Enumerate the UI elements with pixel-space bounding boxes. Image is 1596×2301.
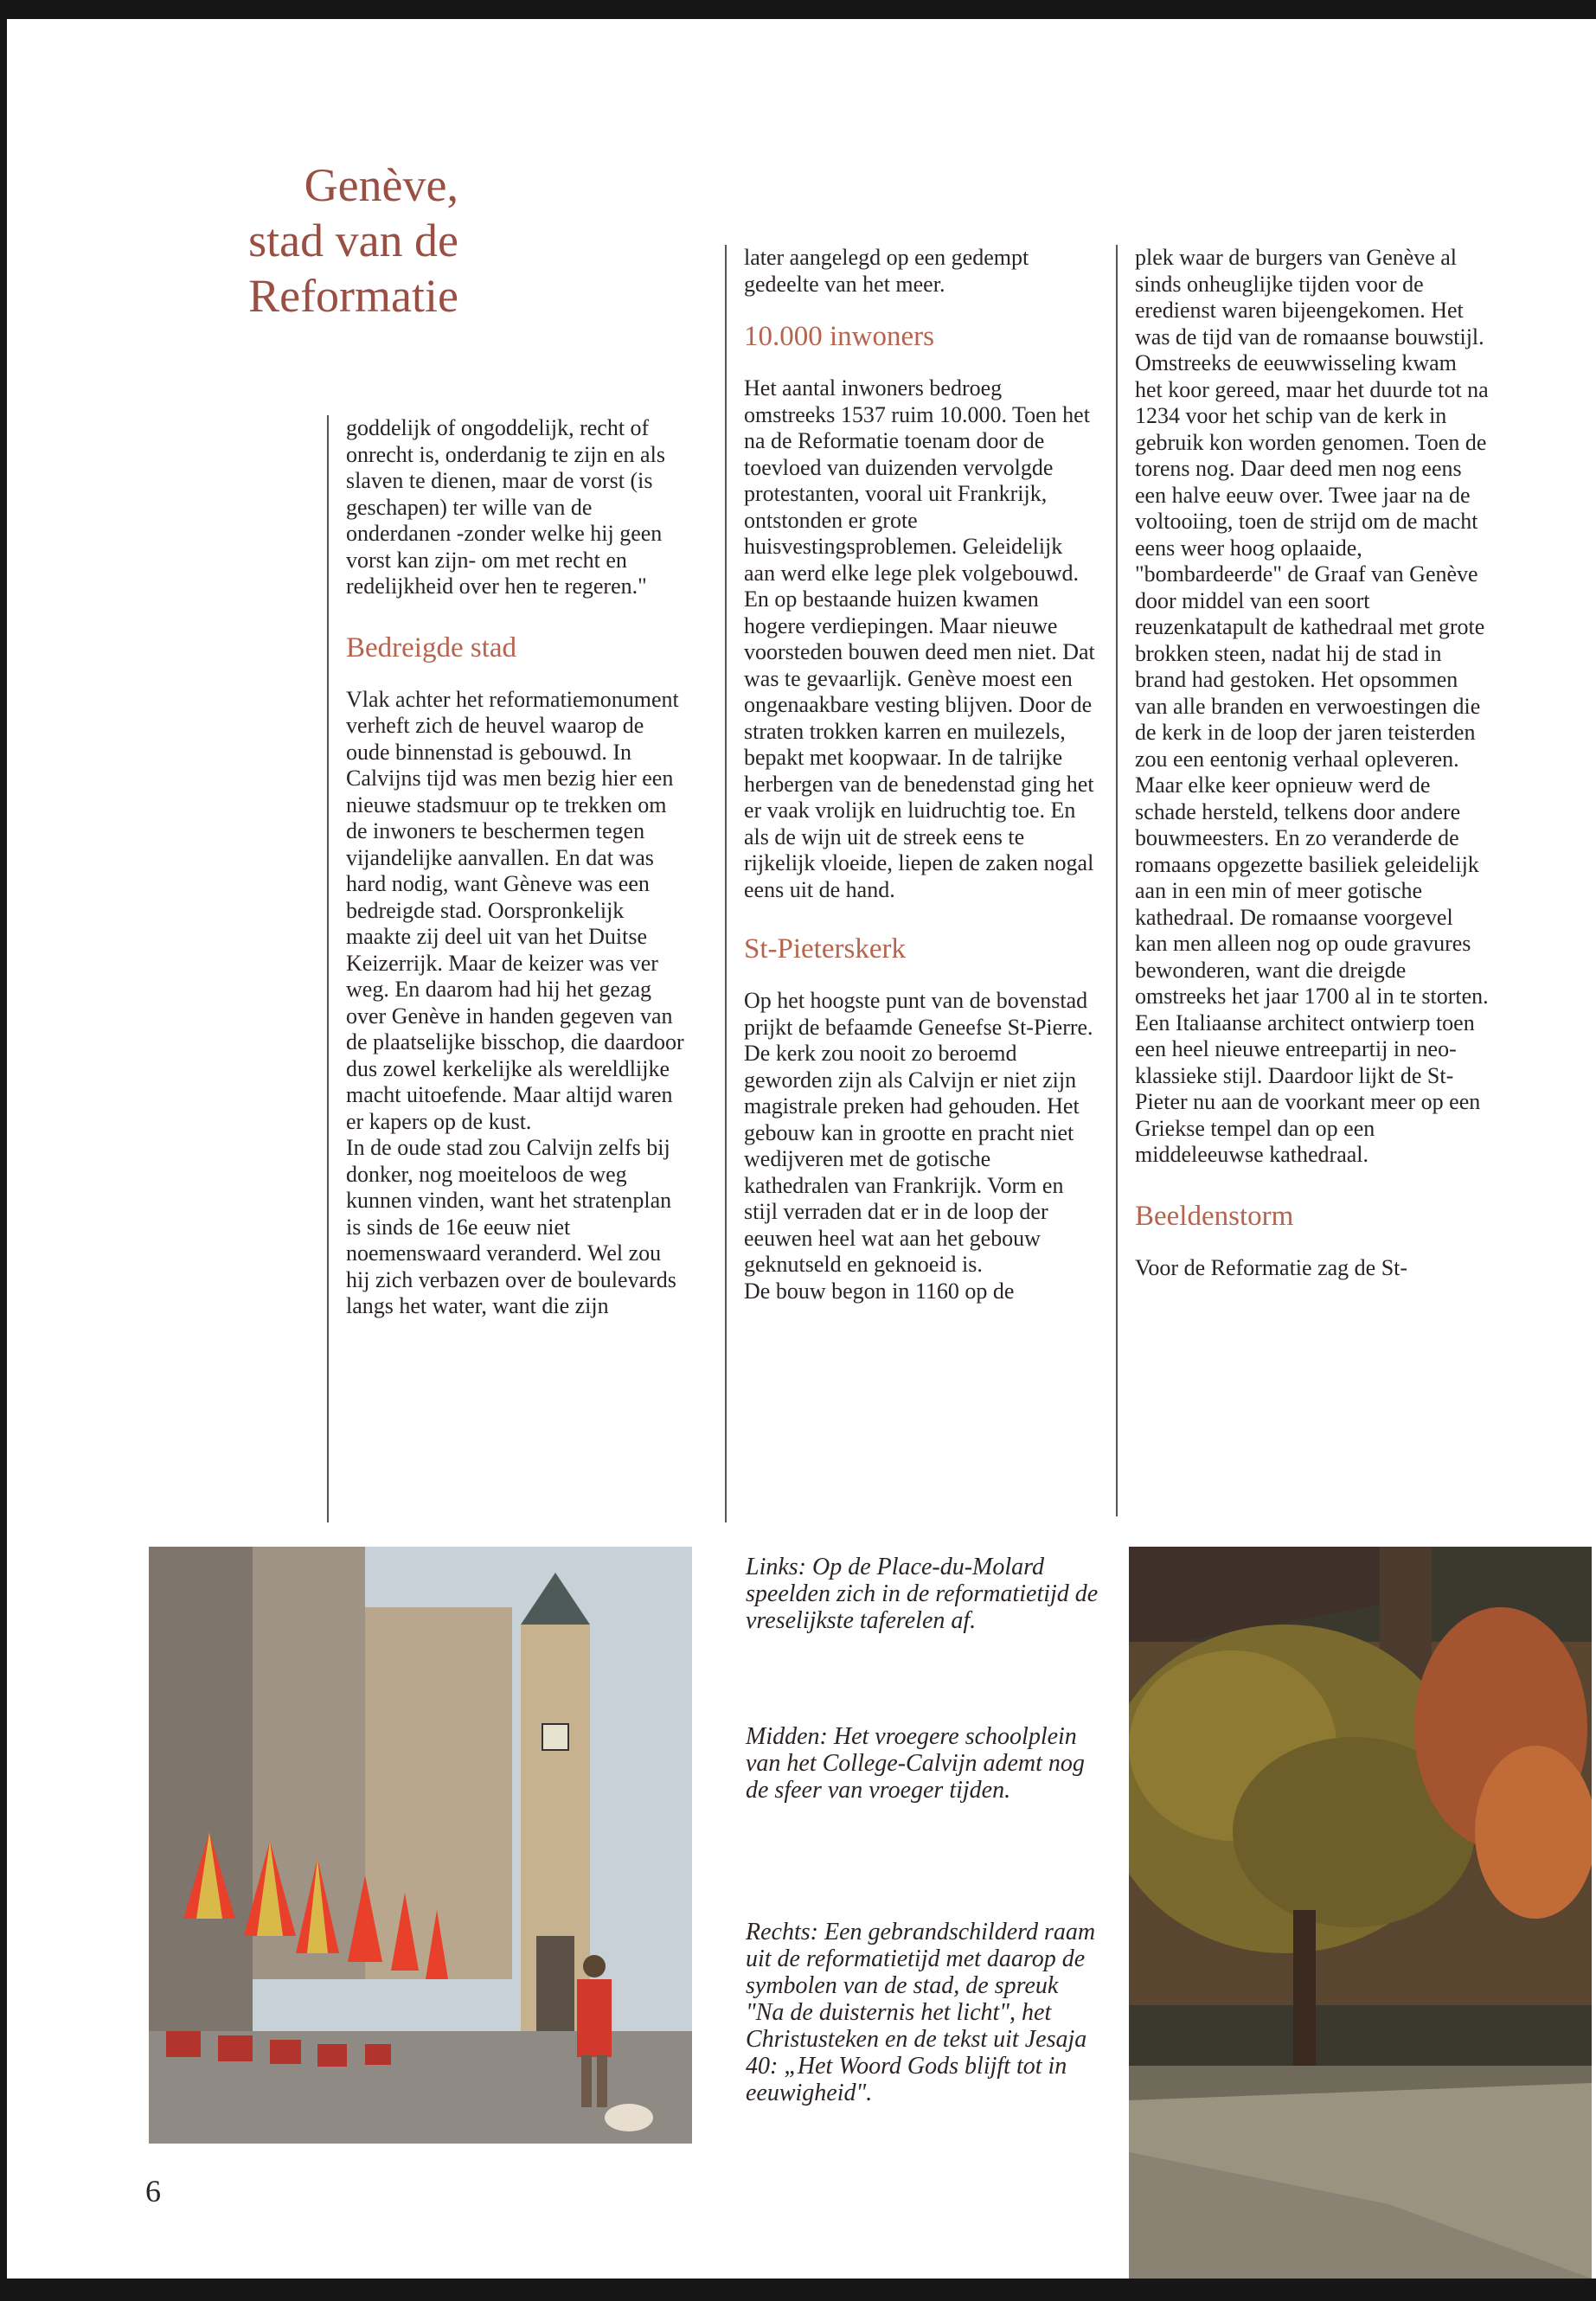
page-number: 6 bbox=[145, 2174, 161, 2208]
caption-links: Links: Op de Place-du-Molard speelden zich in de reformatietijd de vreselijkste taferelen af. bbox=[746, 1554, 1099, 1634]
caption-midden: Midden: Het vroegere schoolplein van het College-Calvijn ademt nog de sfeer van vroeger tijden. bbox=[746, 1723, 1085, 1804]
top-border bbox=[0, 0, 1596, 19]
paragraph: plek waar de burgers van Genève al sinds onheuglijke tijden voor de eredienst waren bijeengekomen. Het was de tijd van de romaanse bouwstijl. Omstreeks de eeuwwisseling kwam het koor gereed, maar het duurde tot na 1234 voor het schip van de kerk in gebruik kon worden genomen. Toen de torens nog. Daar deed men nog eens een halve eeuw over. Twee jaar na de voltooiing, toen de strijd om de macht eens weer hoog oplaaide, "bombardeerde" de Graaf van Genève door middel van een soort reuzenkatapult de kathedraal met grote brokken steen, nadat hij de stad in brand had gestoken. Het opsommen van alle branden en verwoestingen die de kerk in de loop der jaren teisterden zou een eentonig verhaal opleveren. Maar elke keer opnieuw werd de schade hersteld, telkens door andere bouwmeesters. En zo veranderde de romaans opgezette basiliek geleidelijk aan in een min of meer gotische kathedraal. De romaanse voorgevel kan men alleen nog op oude gravures bewonderen, want die dreigde omstreeks het jaar 1700 al in te storten. Een Italiaanse architect ontwierp toen een heel nieuwe entreepartij in neo-klassieke stijl. Daardoor lijkt de St-Pieter nu aan de voorkant meer op een Griekse tempel dan op een middeleeuwse kathedraal. bbox=[1135, 245, 1489, 1167]
paragraph: later aangelegd op een gedempt gedeelte van het meer. bbox=[744, 245, 1029, 297]
photo-place-du-molard bbox=[149, 1547, 692, 2144]
column-1 bbox=[327, 415, 688, 1522]
paragraph: Op het hoogste punt van de bovenstad prijkt de befaamde Geneefse St-Pierre. De kerk zou nooit zo beroemd geworden zijn als Calvijn er niet zijn magistrale preken had gehouden. Het gebouw kan in grootte en pracht niet wedijveren met de gotische kathedralen van Frankrijk. Vorm en stijl verraden dat er in de loop der eeuwen heel wat aan het gebouw geknutseld en geknoeid is. bbox=[744, 988, 1093, 1277]
subheading-inwoners: 10.000 inwoners bbox=[744, 321, 934, 352]
paragraph: Voor de Reformatie zag de St- bbox=[1135, 1254, 1408, 1280]
paragraph: In de oude stad zou Calvijn zelfs bij donker, nog moeiteloos de weg kunnen vinden, want het stratenplan is sinds de 16e eeuw niet noemenswaard veranderd. Wel zou hij zich verbazen over de boulevards langs het water, want die zijn bbox=[346, 1135, 676, 1318]
photo-illustration bbox=[149, 1547, 692, 2144]
subheading-st-pieterskerk: St-Pieterskerk bbox=[744, 933, 906, 965]
photo-illustration bbox=[1129, 1547, 1592, 2279]
caption-rechts: Rechts: Een gebrandschilderd raam uit de reformatietijd met daarop de symbolen van de stad, de spreuk "Na de duisternis het licht", het Christusteken en de tekst uit Jesaja 40: „Het Woord Gods blijft tot in eeuwigheid". bbox=[746, 1919, 1096, 2106]
column-2 bbox=[725, 245, 1099, 1522]
photo-college-calvijn bbox=[1129, 1547, 1592, 2279]
left-border bbox=[0, 0, 7, 2301]
bottom-border bbox=[0, 2279, 1596, 2301]
title-line-3: Reformatie bbox=[248, 270, 458, 322]
title-line-1: Genève, bbox=[304, 159, 458, 211]
paragraph: Vlak achter het reformatiemonument verheft zich de heuvel waarop de oude binnenstad is gebouwd. In Calvijns tijd was men bezig hier een nieuwe stadsmuur op te trekken om de inwoners te beschermen tegen vijandelijke aanvallen. En dat was hard nodig, want Gèneve was een bedreigde stad. Oorspronkelijk maakte zij deel uit van het Duitse Keizerrijk. Maar de keizer was ver weg. En daarom had hij het gezag over Genève in handen gegeven van de plaatselijke bisschop, die daardoor dus zowel kerkelijke als wereldlijke macht uitoefende. Maar altijd waren er kapers op de kust. bbox=[346, 686, 684, 1134]
article-title bbox=[147, 157, 458, 324]
subheading-bedreigde-stad: Bedreigde stad bbox=[346, 631, 517, 663]
paragraph: De bouw begon in 1160 op de bbox=[744, 1278, 1015, 1304]
paragraph: goddelijk of ongoddelijk, recht of onrecht is, onderdanig te zijn en als slaven te dienen, maar de vorst (is geschapen) ter wille van de onderdanen -zonder welke hij geen vorst kan zijn- om met recht en redelijkheid over hen te regeren." bbox=[346, 415, 665, 599]
paragraph: Het aantal inwoners bedroeg omstreeks 1537 ruim 10.000. Toen het na de Reformatie toenam door de toevloed van duizenden vervolgde protestanten, vooral uit Frankrijk, ontstonden er grote huisvestingsproblemen. Geleidelijk aan werd elke lege plek volgebouwd. En op bestaande huizen kwamen hogere verdiepingen. Maar nieuwe voorsteden bouwen deed men niet. Dat was te gevaarlijk. Genève moest een ongenaakbare vesting blijven. Door de straten trokken karren en muilezels, bepakt met koopwaar. In de talrijke herbergen van de benedenstad ging het er vaak vrolijk en luidruchtig toe. En als de wijn uit de streek eens te rijkelijk vloeide, liepen de zaken nogal eens uit de hand. bbox=[744, 375, 1095, 902]
title-line-2: stad van de bbox=[248, 215, 458, 266]
subheading-beeldenstorm: Beeldenstorm bbox=[1135, 1200, 1294, 1232]
column-3 bbox=[1116, 245, 1490, 1516]
